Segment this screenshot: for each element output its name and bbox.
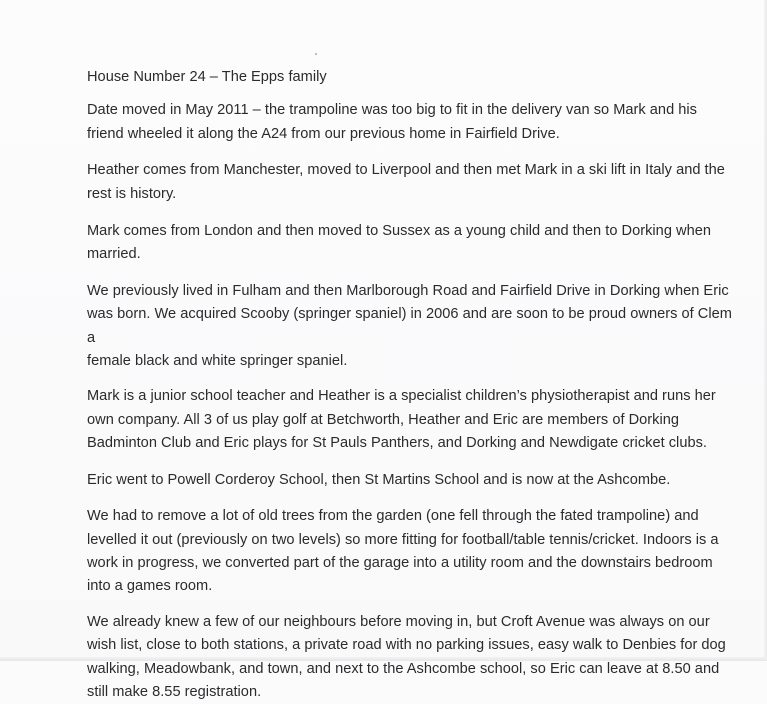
paragraph-eric-schools: Eric went to Powell Corderoy School, then St Martins School and is now at the Ashcombe. xyxy=(87,471,671,488)
paragraph-moving-day: Date moved in May 2011 – the trampoline was too big to fit in the delivery van so Mark and his friend wheeled it along the A24 from our previous home in Fairfield Drive. xyxy=(87,102,697,142)
scan-speck xyxy=(315,53,317,55)
paragraph-occupations: Mark is a junior school teacher and Heather is a specialist children’s physiotherapist and runs her own company. All 3 of us play golf at Betchworth, Heather and Eric are members of Dorking Badminton Club and Eric plays for St Pauls Panthers, and Dorking and Newdigate cricket clubs. xyxy=(87,388,716,452)
document-body xyxy=(87,66,737,704)
paragraph-previous-homes: We previously lived in Fulham and then Marlborough Road and Fairfield Drive in Dorking when Eric was born. We acquired Scooby (springer spaniel) in 2006 and are soon to be proud owners of Clem a female black and white springer spaniel. xyxy=(87,282,732,370)
document-title: House Number 24 – The Epps family xyxy=(87,69,327,85)
paragraph-croft-avenue: We already knew a few of our neighbours before moving in, but Croft Avenue was always on our wish list, close to both stations, a private road with no parking issues, easy walk to Denbies for dog walking, Meadowbank, and town, and next to the Ashcombe school, so Eric can leave at 8.50 and still make 8.55 registration. xyxy=(87,613,726,700)
paragraph-heather: Heather comes from Manchester, moved to Liverpool and then met Mark in a ski lift in Italy and the rest is history. xyxy=(87,162,725,202)
paragraph-garden-works: We had to remove a lot of old trees from the garden (one fell through the fated trampoline) and levelled it out (previously on two levels) so more fitting for football/table tennis/cricket. Indoors is a work in progress, we converted part of the garage into a utility room and the downstairs bedroom into a games room. xyxy=(87,508,719,595)
paragraph-mark: Mark comes from London and then moved to Sussex as a young child and then to Dorking when married. xyxy=(87,223,711,263)
